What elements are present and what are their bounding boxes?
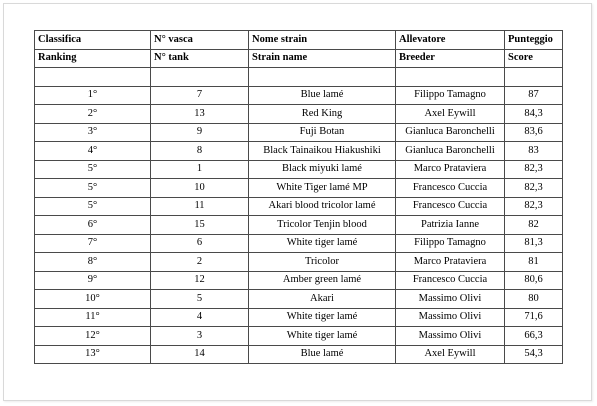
results-table bbox=[34, 30, 563, 364]
score-cell: 84,3 bbox=[505, 105, 563, 124]
strain-name-cell: White Tiger lamé MP bbox=[249, 179, 396, 198]
strain-name-cell: Fuji Botan bbox=[249, 123, 396, 142]
breeder-cell: Filippo Tamagno bbox=[396, 86, 505, 105]
score-cell: 80,6 bbox=[505, 271, 563, 290]
table-row bbox=[35, 290, 563, 309]
breeder-cell: Marco Prataviera bbox=[396, 160, 505, 179]
header-tank-it: N° vasca bbox=[151, 31, 249, 50]
table-row bbox=[35, 123, 563, 142]
breeder-cell: Francesco Cuccia bbox=[396, 197, 505, 216]
tank-cell: 2 bbox=[151, 253, 249, 272]
score-cell: 80 bbox=[505, 290, 563, 309]
score-cell: 83,6 bbox=[505, 123, 563, 142]
strain-name-cell: Black Tainaikou Hiakushiki bbox=[249, 142, 396, 161]
header-ranking-it: Classifica bbox=[35, 31, 151, 50]
strain-name-cell: White tiger lamé bbox=[249, 327, 396, 346]
strain-name-cell: Black miyuki lamé bbox=[249, 160, 396, 179]
empty-cell bbox=[151, 68, 249, 87]
tank-cell: 5 bbox=[151, 290, 249, 309]
header-score-it: Punteggio bbox=[505, 31, 563, 50]
ranking-cell: 1° bbox=[35, 86, 151, 105]
tank-cell: 10 bbox=[151, 179, 249, 198]
score-cell: 82 bbox=[505, 216, 563, 235]
tank-cell: 8 bbox=[151, 142, 249, 161]
tank-cell: 6 bbox=[151, 234, 249, 253]
ranking-cell: 5° bbox=[35, 179, 151, 198]
results-body bbox=[35, 86, 563, 364]
tank-cell: 1 bbox=[151, 160, 249, 179]
table-row bbox=[35, 308, 563, 327]
empty-cell bbox=[35, 68, 151, 87]
score-cell: 81,3 bbox=[505, 234, 563, 253]
table-row bbox=[35, 253, 563, 272]
ranking-cell: 5° bbox=[35, 160, 151, 179]
strain-name-cell: Akari bbox=[249, 290, 396, 309]
breeder-cell: Massimo Olivi bbox=[396, 290, 505, 309]
score-cell: 66,3 bbox=[505, 327, 563, 346]
ranking-cell: 2° bbox=[35, 105, 151, 124]
table-row bbox=[35, 142, 563, 161]
breeder-cell: Massimo Olivi bbox=[396, 308, 505, 327]
strain-name-cell: Red King bbox=[249, 105, 396, 124]
strain-name-cell: White tiger lamé bbox=[249, 234, 396, 253]
tank-cell: 9 bbox=[151, 123, 249, 142]
table-row bbox=[35, 105, 563, 124]
score-cell: 82,3 bbox=[505, 197, 563, 216]
breeder-cell: Gianluca Baronchelli bbox=[396, 142, 505, 161]
header-tank-en: N° tank bbox=[151, 49, 249, 68]
breeder-cell: Axel Eywill bbox=[396, 345, 505, 364]
breeder-cell: Filippo Tamagno bbox=[396, 234, 505, 253]
ranking-cell: 6° bbox=[35, 216, 151, 235]
tank-cell: 11 bbox=[151, 197, 249, 216]
score-cell: 82,3 bbox=[505, 179, 563, 198]
strain-name-cell: Amber green lamé bbox=[249, 271, 396, 290]
empty-cell bbox=[505, 68, 563, 87]
score-cell: 87 bbox=[505, 86, 563, 105]
score-cell: 82,3 bbox=[505, 160, 563, 179]
empty-cell bbox=[249, 68, 396, 87]
strain-name-cell: Tricolor Tenjin blood bbox=[249, 216, 396, 235]
breeder-cell: Axel Eywill bbox=[396, 105, 505, 124]
ranking-cell: 13° bbox=[35, 345, 151, 364]
empty-cell bbox=[396, 68, 505, 87]
header-breeder-it: Allevatore bbox=[396, 31, 505, 50]
header-breeder-en: Breeder bbox=[396, 49, 505, 68]
header-score-en: Score bbox=[505, 49, 563, 68]
header-strain-it: Nome strain bbox=[249, 31, 396, 50]
table-row bbox=[35, 234, 563, 253]
breeder-cell: Massimo Olivi bbox=[396, 327, 505, 346]
score-cell: 83 bbox=[505, 142, 563, 161]
breeder-cell: Gianluca Baronchelli bbox=[396, 123, 505, 142]
score-cell: 54,3 bbox=[505, 345, 563, 364]
strain-name-cell: Akari blood tricolor lamé bbox=[249, 197, 396, 216]
ranking-cell: 9° bbox=[35, 271, 151, 290]
tank-cell: 4 bbox=[151, 308, 249, 327]
score-cell: 71,6 bbox=[505, 308, 563, 327]
tank-cell: 12 bbox=[151, 271, 249, 290]
ranking-cell: 3° bbox=[35, 123, 151, 142]
header-ranking-en: Ranking bbox=[35, 49, 151, 68]
ranking-cell: 10° bbox=[35, 290, 151, 309]
tank-cell: 13 bbox=[151, 105, 249, 124]
tank-cell: 14 bbox=[151, 345, 249, 364]
breeder-cell: Marco Prataviera bbox=[396, 253, 505, 272]
ranking-cell: 12° bbox=[35, 327, 151, 346]
table-row bbox=[35, 86, 563, 105]
header-strain-en: Strain name bbox=[249, 49, 396, 68]
spacer-row bbox=[35, 68, 563, 87]
strain-name-cell: Tricolor bbox=[249, 253, 396, 272]
strain-name-cell: Blue lamé bbox=[249, 345, 396, 364]
ranking-cell: 7° bbox=[35, 234, 151, 253]
table-row bbox=[35, 179, 563, 198]
breeder-cell: Patrizia Ianne bbox=[396, 216, 505, 235]
ranking-cell: 4° bbox=[35, 142, 151, 161]
table-row bbox=[35, 271, 563, 290]
tank-cell: 15 bbox=[151, 216, 249, 235]
ranking-cell: 5° bbox=[35, 197, 151, 216]
score-cell: 81 bbox=[505, 253, 563, 272]
header-row-italian bbox=[35, 31, 563, 50]
table-row bbox=[35, 327, 563, 346]
strain-name-cell: White tiger lamé bbox=[249, 308, 396, 327]
breeder-cell: Francesco Cuccia bbox=[396, 271, 505, 290]
tank-cell: 3 bbox=[151, 327, 249, 346]
table-row bbox=[35, 345, 563, 364]
ranking-cell: 11° bbox=[35, 308, 151, 327]
tank-cell: 7 bbox=[151, 86, 249, 105]
strain-name-cell: Blue lamé bbox=[249, 86, 396, 105]
breeder-cell: Francesco Cuccia bbox=[396, 179, 505, 198]
table-row bbox=[35, 216, 563, 235]
table-row bbox=[35, 160, 563, 179]
header-row-english bbox=[35, 49, 563, 68]
table-row bbox=[35, 197, 563, 216]
ranking-cell: 8° bbox=[35, 253, 151, 272]
